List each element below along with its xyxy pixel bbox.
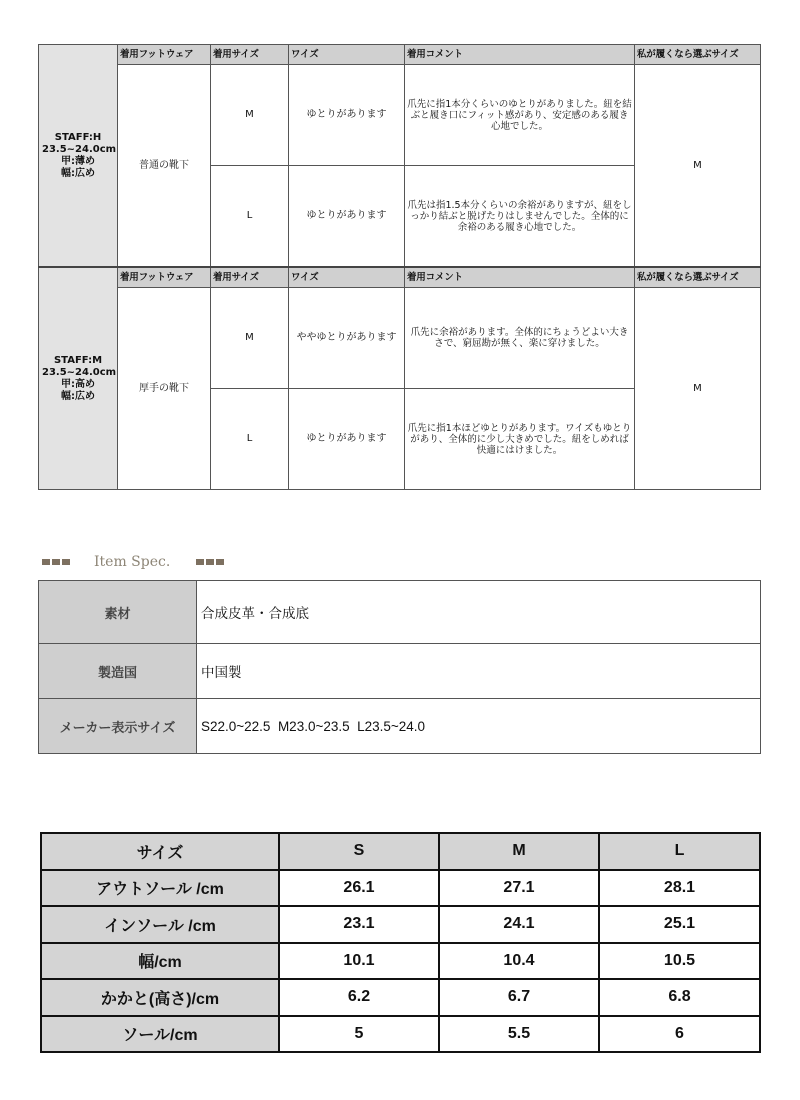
header-recommend: 私が履くなら選ぶサイズ (635, 267, 761, 288)
value-cell: 27.1 (439, 870, 599, 907)
value-cell: 24.1 (439, 906, 599, 943)
table-row (39, 65, 761, 166)
recommend-cell: M (635, 288, 761, 490)
staff-width: 幅:広め (61, 390, 95, 402)
width-cell: ゆとりがあります (289, 65, 405, 166)
square-icon (52, 559, 60, 565)
table-row (41, 906, 760, 943)
header-footwear: 着用フットウェア (118, 45, 211, 65)
header-size: 着用サイズ (211, 267, 289, 288)
header-comment: 着用コメント (405, 267, 635, 288)
value-cell: 6.2 (279, 979, 439, 1016)
table-row (41, 943, 760, 980)
staff-m-header-row (39, 267, 761, 288)
staff-name: STAFF:H (54, 131, 102, 143)
row-label: インソール /cm (41, 906, 279, 943)
size-cell: M (211, 288, 289, 389)
item-spec-title: Item Spec. (94, 554, 171, 570)
staff-foot-length: 23.5~24.0cm (42, 143, 117, 155)
spec-label: 素材 (39, 581, 197, 644)
staff-profile (39, 45, 118, 268)
staff-h-header-row (39, 45, 761, 65)
staff-name: STAFF:M (53, 354, 103, 366)
comment-cell: 爪先に指1本ほどゆとりがあります。ワイズもゆとりがあり、全体的に少し大きめでした。紐をしめれば快適にはけました。 (405, 389, 635, 490)
staff-foot-length: 23.5~24.0cm (42, 366, 117, 378)
value-cell: 23.1 (279, 906, 439, 943)
size-header-label: サイズ (41, 833, 279, 870)
value-cell: 6 (599, 1016, 760, 1053)
width-cell: ゆとりがあります (289, 166, 405, 268)
value-cell: 10.1 (279, 943, 439, 980)
item-spec-table (38, 580, 761, 754)
staff-instep: 甲:高め (61, 378, 95, 390)
square-icon (196, 559, 204, 565)
header-width: ワイズ (289, 45, 405, 65)
square-icon (62, 559, 70, 565)
value-cell: 25.1 (599, 906, 760, 943)
square-icon (206, 559, 214, 565)
value-cell: 10.5 (599, 943, 760, 980)
spec-value: 中国製 (197, 644, 761, 699)
size-header-l: L (599, 833, 760, 870)
header-recommend: 私が履くなら選ぶサイズ (635, 45, 761, 65)
table-row (39, 288, 761, 389)
table-row (41, 1016, 760, 1053)
size-cell: L (211, 389, 289, 490)
square-icon (216, 559, 224, 565)
staff-width: 幅:広め (61, 167, 95, 179)
staff-instep: 甲:薄め (61, 155, 95, 167)
value-cell: 5.5 (439, 1016, 599, 1053)
row-label: 幅/cm (41, 943, 279, 980)
header-footwear: 着用フットウェア (118, 267, 211, 288)
comment-cell: 爪先に余裕があります。全体的にちょうどよい大きさで、窮屈勘が無く、楽に穿けました。 (405, 288, 635, 389)
footwear-cell: 普通の靴下 (118, 65, 211, 268)
header-comment: 着用コメント (405, 45, 635, 65)
square-icon (42, 559, 50, 565)
header-size: 着用サイズ (211, 45, 289, 65)
size-header-s: S (279, 833, 439, 870)
comment-cell: 爪先に指1本分くらいのゆとりがありました。紐を結ぶと履き口にフィット感があり、安定感のある履き心地でした。 (405, 65, 635, 166)
spec-value: S22.0~22.5 M23.0~23.5 L23.5~24.0 (197, 699, 761, 754)
row-label: ソール/cm (41, 1016, 279, 1053)
table-row (41, 979, 760, 1016)
value-cell: 5 (279, 1016, 439, 1053)
table-row (39, 644, 761, 699)
recommend-cell: M (635, 65, 761, 268)
width-cell: ゆとりがあります (289, 389, 405, 490)
spec-value: 合成皮革・合成底 (197, 581, 761, 644)
staff-profile (39, 267, 118, 490)
size-table (40, 832, 761, 1053)
row-label: アウトソール /cm (41, 870, 279, 907)
row-label: かかと(高さ)/cm (41, 979, 279, 1016)
table-row (39, 581, 761, 644)
value-cell: 28.1 (599, 870, 760, 907)
size-cell: L (211, 166, 289, 268)
size-header-m: M (439, 833, 599, 870)
header-width: ワイズ (289, 267, 405, 288)
table-row (39, 699, 761, 754)
value-cell: 10.4 (439, 943, 599, 980)
size-cell: M (211, 65, 289, 166)
spec-label: メーカー表示サイズ (39, 699, 197, 754)
width-cell: ややゆとりがあります (289, 288, 405, 389)
staff-fitting-table (38, 44, 761, 490)
value-cell: 6.7 (439, 979, 599, 1016)
table-row (41, 870, 760, 907)
size-header-row (41, 833, 760, 870)
value-cell: 26.1 (279, 870, 439, 907)
value-cell: 6.8 (599, 979, 760, 1016)
spec-label: 製造国 (39, 644, 197, 699)
comment-cell: 爪先は指1.5本分くらいの余裕がありますが、紐をしっかり結ぶと脱げたりはしませんでした。全体的に余裕のある履き心地でした。 (405, 166, 635, 268)
footwear-cell: 厚手の靴下 (118, 288, 211, 490)
item-spec-heading (42, 552, 226, 572)
